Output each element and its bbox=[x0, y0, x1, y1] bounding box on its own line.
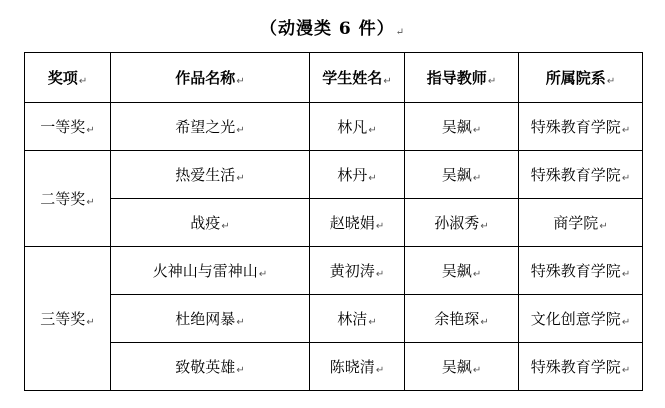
department-cell: 特殊教育学院↵ bbox=[519, 103, 643, 151]
paragraph-mark-icon: ↵ bbox=[375, 365, 385, 376]
paragraph-mark-icon: ↵ bbox=[375, 221, 385, 232]
teacher-cell: 吴飙↵ bbox=[405, 103, 519, 151]
header-award: 奖项↵ bbox=[25, 53, 111, 103]
award-cell-first: 一等奖↵ bbox=[25, 103, 111, 151]
teacher-cell: 孙淑秀↵ bbox=[405, 199, 519, 247]
student-cell: 林丹↵ bbox=[310, 151, 405, 199]
award-cell-second: 二等奖↵ bbox=[25, 151, 111, 247]
paragraph-mark-icon: ↵ bbox=[621, 173, 631, 184]
paragraph-mark-icon: ↵ bbox=[621, 269, 631, 280]
paragraph-mark-icon: ↵ bbox=[221, 221, 230, 232]
department-cell: 文化创意学院↵ bbox=[519, 295, 643, 343]
teacher-cell: 吴飙↵ bbox=[405, 247, 519, 295]
paragraph-mark-icon: ↵ bbox=[487, 76, 497, 87]
paragraph-mark-icon: ↵ bbox=[258, 269, 268, 280]
student-cell: 陈晓清↵ bbox=[310, 343, 405, 391]
paragraph-mark-icon: ↵ bbox=[236, 365, 245, 376]
department-cell: 特殊教育学院↵ bbox=[519, 247, 643, 295]
paragraph-mark-icon: ↵ bbox=[472, 365, 482, 376]
work-cell: 战疫↵ bbox=[111, 199, 310, 247]
student-cell: 林洁↵ bbox=[310, 295, 405, 343]
paragraph-mark-icon: ↵ bbox=[472, 173, 482, 184]
header-department: 所属院系↵ bbox=[519, 53, 643, 103]
paragraph-mark-icon: ↵ bbox=[78, 76, 88, 87]
table-row bbox=[25, 103, 643, 151]
header-advisor: 指导教师↵ bbox=[405, 53, 519, 103]
title-text: （动漫类 6 件） bbox=[259, 19, 395, 39]
paragraph-mark-icon: ↵ bbox=[236, 76, 245, 87]
paragraph-mark-icon: ↵ bbox=[383, 76, 392, 87]
work-cell: 火神山与雷神山↵ bbox=[111, 247, 310, 295]
table-row bbox=[25, 343, 643, 391]
paragraph-mark-icon: ↵ bbox=[395, 27, 406, 38]
paragraph-mark-icon: ↵ bbox=[236, 125, 245, 136]
student-cell: 赵晓娟↵ bbox=[310, 199, 405, 247]
table-row bbox=[25, 151, 643, 199]
table-header-row bbox=[25, 53, 643, 103]
paragraph-mark-icon: ↵ bbox=[375, 269, 385, 280]
student-cell: 林凡↵ bbox=[310, 103, 405, 151]
paragraph-mark-icon: ↵ bbox=[472, 269, 482, 280]
paragraph-mark-icon: ↵ bbox=[480, 221, 489, 232]
teacher-cell: 吴飙↵ bbox=[405, 343, 519, 391]
paragraph-mark-icon: ↵ bbox=[236, 173, 245, 184]
department-cell: 特殊教育学院↵ bbox=[519, 343, 643, 391]
department-cell: 特殊教育学院↵ bbox=[519, 151, 643, 199]
header-student-name: 学生姓名↵ bbox=[310, 53, 405, 103]
paragraph-mark-icon: ↵ bbox=[86, 125, 95, 136]
table-row bbox=[25, 247, 643, 295]
header-work-title: 作品名称↵ bbox=[111, 53, 310, 103]
work-cell: 热爱生活↵ bbox=[111, 151, 310, 199]
paragraph-mark-icon: ↵ bbox=[472, 125, 482, 136]
paragraph-mark-icon: ↵ bbox=[621, 317, 631, 328]
paragraph-mark-icon: ↵ bbox=[86, 317, 95, 328]
teacher-cell: 吴飙↵ bbox=[405, 151, 519, 199]
department-cell: 商学院↵ bbox=[519, 199, 643, 247]
paragraph-mark-icon: ↵ bbox=[621, 365, 631, 376]
paragraph-mark-icon: ↵ bbox=[86, 197, 95, 208]
paragraph-mark-icon: ↵ bbox=[368, 317, 377, 328]
document-title bbox=[0, 14, 665, 39]
paragraph-mark-icon: ↵ bbox=[368, 173, 377, 184]
paragraph-mark-icon: ↵ bbox=[236, 317, 245, 328]
work-cell: 杜绝网暴↵ bbox=[111, 295, 310, 343]
table-row bbox=[25, 199, 643, 247]
paragraph-mark-icon: ↵ bbox=[480, 317, 489, 328]
paragraph-mark-icon: ↵ bbox=[621, 125, 631, 136]
paragraph-mark-icon: ↵ bbox=[606, 76, 616, 87]
work-cell: 希望之光↵ bbox=[111, 103, 310, 151]
award-cell-third: 三等奖↵ bbox=[25, 247, 111, 391]
awards-table bbox=[24, 52, 643, 391]
paragraph-mark-icon: ↵ bbox=[599, 221, 608, 232]
student-cell: 黄初涛↵ bbox=[310, 247, 405, 295]
paragraph-mark-icon: ↵ bbox=[368, 125, 377, 136]
work-cell: 致敬英雄↵ bbox=[111, 343, 310, 391]
teacher-cell: 余艳琛↵ bbox=[405, 295, 519, 343]
table-row bbox=[25, 295, 643, 343]
